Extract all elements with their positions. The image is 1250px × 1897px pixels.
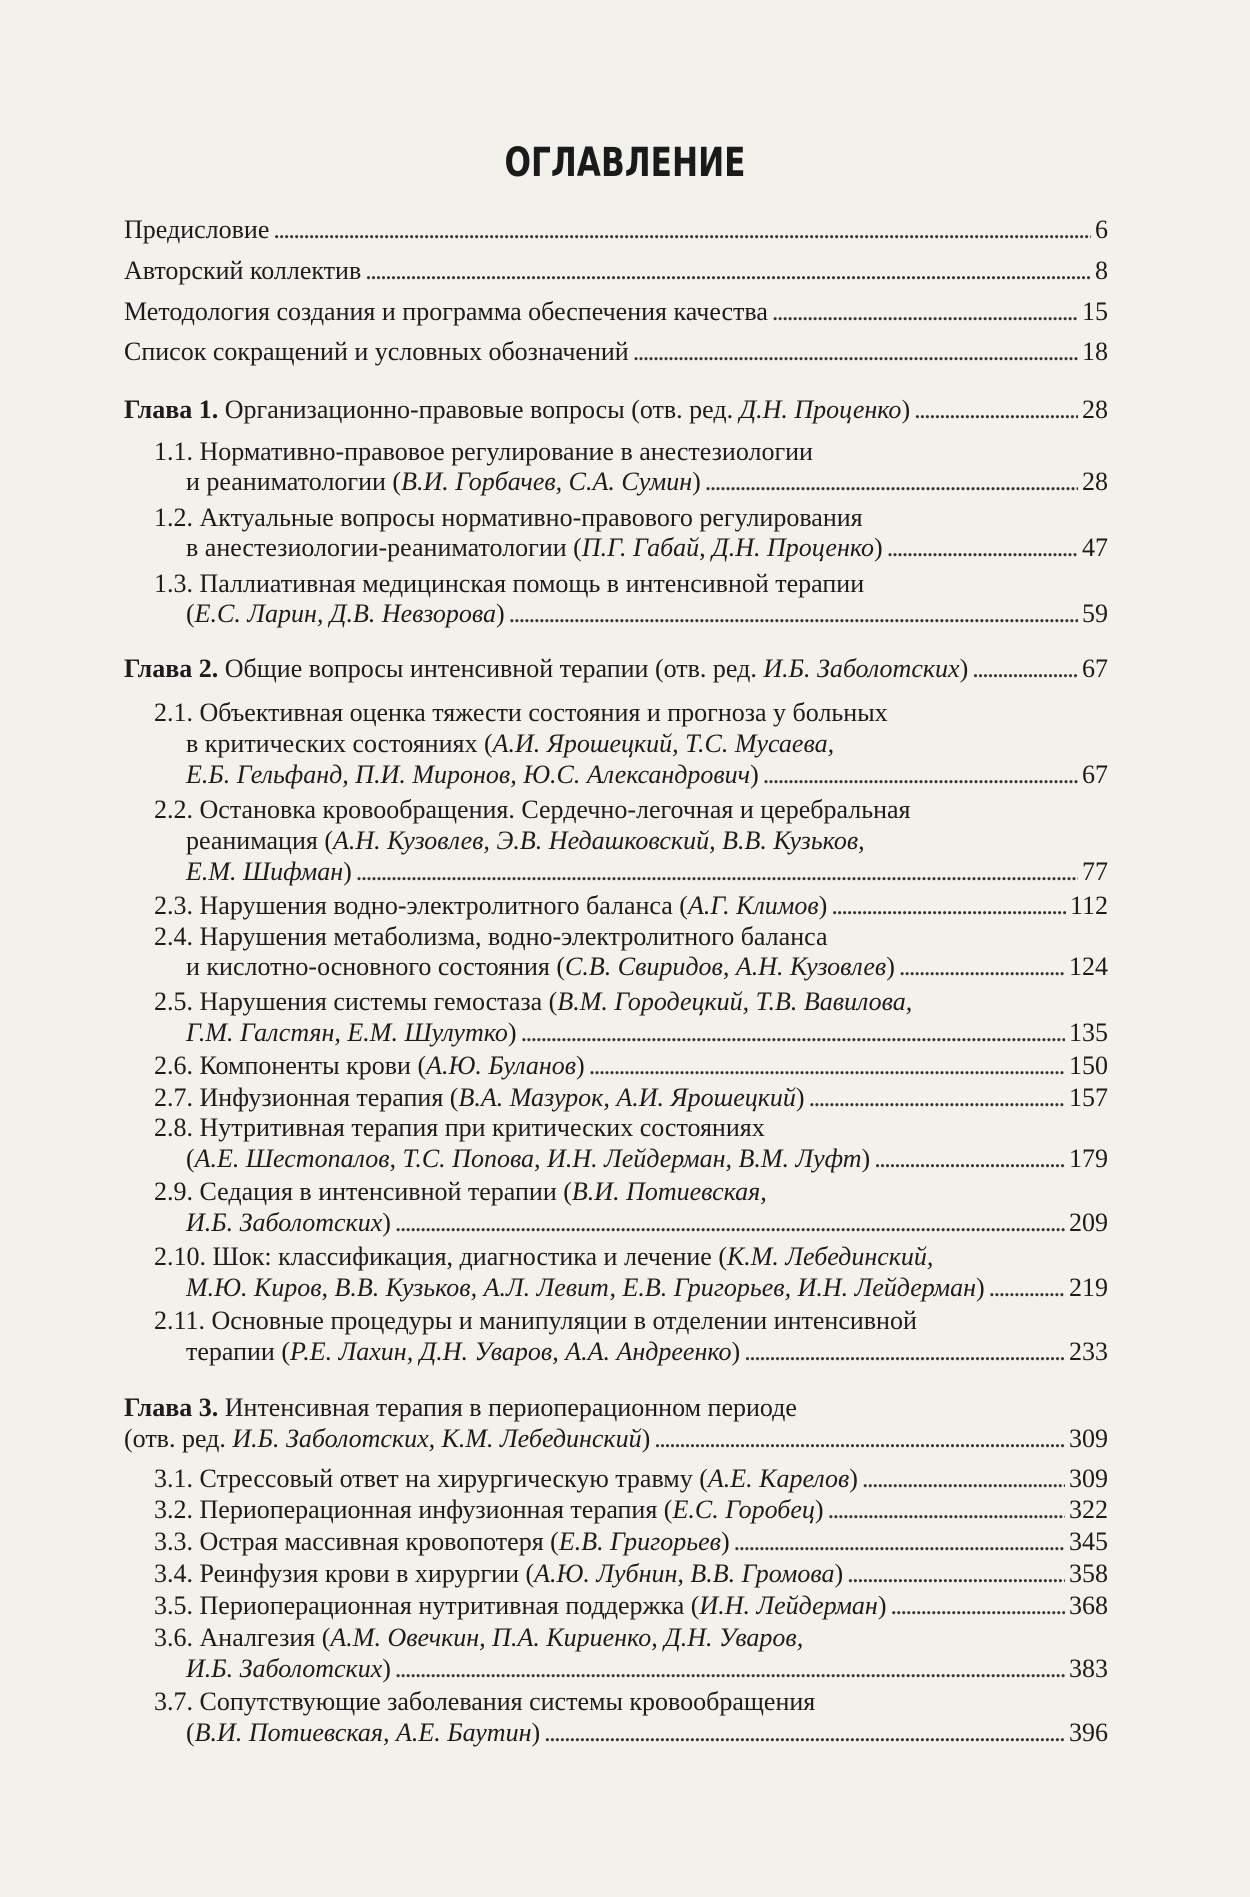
toc-entry-2-9[interactable]: И.Б. Заболотских) . . . 209 [186,1207,1108,1239]
page-number: 59 [1082,599,1108,628]
toc-entry-1-2[interactable]: в анестезиологии-реаниматологии (П.Г. Габай, Д.Н. Проценко) . . . 47 [186,532,1108,564]
toc-chapter-3-title: Глава 3. Интенсивная терапия в периоперационном периоде [124,1393,797,1422]
toc-entry-2-11-title: 2.11. Основные процедуры и манипуляции в отделении интенсивной [154,1306,917,1335]
page-number: 67 [1082,760,1108,789]
toc-entry-2-10-title: 2.10. Шок: классификация, диагностика и лечение (К.М. Лебединский, [154,1242,934,1271]
toc-entry-1-3-title: 1.3. Паллиативная медицинская помощь в интенсивной терапии [154,569,865,598]
toc-chapter-2[interactable]: Глава 2. Общие вопросы интенсивной терапии (отв. ред. И.Б. Заболотских) . . . 67 [124,653,1108,685]
page-title: ОГЛАВЛЕНИЕ [504,140,746,186]
toc-entry-2-1-title: 2.1. Объективная оценка тяжести состояния и прогноза у больных [154,698,888,727]
toc-entry-2-10[interactable]: М.Ю. Киров, В.В. Кузьков, А.Л. Левит, Е.В. Григорьев, И.Н. Лейдерман) . . . 219 [186,1272,1108,1304]
toc-entry-methodology[interactable]: Методология создания и программа обеспечения качества . . . 15 [124,296,1108,328]
toc-entry-2-2-line2: реанимация (А.Н. Кузовлев, Э.В. Недашковский, В.В. Кузьков, [186,826,865,855]
page-number: 219 [1069,1273,1108,1302]
toc-entry-3-2[interactable]: 3.2. Периоперационная инфузионная терапия (Е.С. Горобец) . . . 322 [154,1494,1108,1526]
toc-entry-2-4[interactable]: и кислотно-основного состояния (С.В. Свиридов, А.Н. Кузовлев) . . . 124 [186,951,1108,983]
toc-entry-1-1[interactable]: и реаниматологии (В.И. Горбачев, С.А. Сумин) . . . 28 [186,466,1108,498]
toc-entry-2-2-title: 2.2. Остановка кровообращения. Сердечно-легочная и церебральная [154,795,911,824]
toc-entry-3-3[interactable]: 3.3. Острая массивная кровопотеря (Е.В. Григорьев) . . . 345 [154,1526,1108,1558]
page-number: 396 [1069,1718,1108,1747]
toc-entry-3-1[interactable]: 3.1. Стрессовый ответ на хирургическую травму (А.Е. Карелов) . . . 309 [154,1463,1108,1495]
page-number: 77 [1082,857,1108,886]
page-number: 157 [1069,1083,1108,1112]
page-number: 15 [1082,297,1108,326]
page-number: 112 [1069,891,1108,920]
toc-entry-2-3[interactable]: 2.3. Нарушения водно-электролитного баланса (А.Г. Климов) . . . 112 [154,890,1108,922]
page-number: 135 [1069,1018,1108,1047]
page-number: 233 [1069,1337,1108,1366]
toc-entry-3-4[interactable]: 3.4. Реинфузия крови в хирургии (А.Ю. Лубнин, В.В. Громова) . . . 358 [154,1558,1108,1590]
page-number: 309 [1069,1464,1108,1493]
page-number: 358 [1069,1559,1108,1588]
page-number: 322 [1069,1495,1108,1524]
page-number: 28 [1082,467,1108,496]
toc-entry-2-8[interactable]: (А.Е. Шестопалов, Т.С. Попова, И.Н. Лейдерман, В.М. Луфт) . . . 179 [186,1143,1108,1175]
page-number: 345 [1069,1527,1108,1556]
page-number: 18 [1082,337,1108,366]
toc-entry-3-7[interactable]: (В.И. Потиевская, А.Е. Баутин) . . . 396 [186,1717,1108,1749]
toc-entry-abbreviations[interactable]: Список сокращений и условных обозначений . . . 18 [124,336,1108,368]
page-number: 47 [1082,533,1108,562]
page-number: 368 [1069,1591,1108,1620]
toc-entry-2-6[interactable]: 2.6. Компоненты крови (А.Ю. Буланов) . . . 150 [154,1050,1108,1082]
toc-entry-2-8-title: 2.8. Нутритивная терапия при критических состояниях [154,1113,765,1142]
toc-entry-1-2-title: 1.2. Актуальные вопросы нормативно-правового регулирования [154,503,863,532]
page-number: 150 [1069,1051,1108,1080]
toc-chapter-3[interactable]: (отв. ред. И.Б. Заболотских, К.М. Лебединский) . . . 309 [124,1423,1108,1455]
page-number: 6 [1095,215,1108,244]
page-number: 309 [1069,1424,1108,1453]
page-number: 209 [1069,1208,1108,1237]
toc-entry-3-5[interactable]: 3.5. Периоперационная нутритивная поддержка (И.Н. Лейдерман) . . . 368 [154,1590,1108,1622]
toc-entry-2-2[interactable]: Е.М. Шифман) . . . 77 [186,856,1108,888]
toc-entry-2-5-title: 2.5. Нарушения системы гемостаза (В.М. Городецкий, Т.В. Вавилова, [154,987,913,1016]
toc-entry-1-1-title: 1.1. Нормативно-правовое регулирование в анестезиологии [154,437,813,466]
toc-entry-2-9-title: 2.9. Седация в интенсивной терапии (В.И. Потиевская, [154,1177,767,1206]
page-number: 28 [1082,395,1108,424]
page-number: 383 [1069,1654,1108,1683]
page-number: 124 [1069,952,1108,981]
toc-entry-2-7[interactable]: 2.7. Инфузионная терапия (В.А. Мазурок, А.И. Ярошецкий) . . . 157 [154,1082,1108,1114]
toc-entry-3-7-title: 3.7. Сопутствующие заболевания системы кровообращения [154,1687,816,1716]
toc-entry-2-5[interactable]: Г.М. Галстян, Е.М. Шулутко) . . . 135 [186,1017,1108,1049]
toc-entry-2-1[interactable]: Е.Б. Гельфанд, П.И. Миронов, Ю.С. Александрович) . . . 67 [186,759,1108,791]
page-number: 67 [1082,654,1108,683]
toc-entry-preface[interactable]: Предисловие . . . 6 [124,214,1108,246]
toc-entry-2-4-title: 2.4. Нарушения метаболизма, водно-электролитного баланса [154,922,828,951]
toc-chapter-1[interactable]: Глава 1. Организационно-правовые вопросы (отв. ред. Д.Н. Проценко) . . . 28 [124,394,1108,426]
toc-entry-2-1-line2: в критических состояниях (А.И. Ярошецкий, Т.С. Мусаева, [186,729,835,758]
toc-entry-1-3[interactable]: (Е.С. Ларин, Д.В. Невзорова) . . . 59 [186,598,1108,630]
toc-entry-3-6[interactable]: И.Б. Заболотских) . . . 383 [186,1653,1108,1685]
page-number: 179 [1069,1144,1108,1173]
toc-entry-authors[interactable]: Авторский коллектив . . . 8 [124,255,1108,287]
page-number: 8 [1095,256,1108,285]
toc-entry-2-11[interactable]: терапии (Р.Е. Лахин, Д.Н. Уваров, А.А. Андреенко) . . . 233 [186,1336,1108,1368]
toc-entry-3-6-title: 3.6. Аналгезия (А.М. Овечкин, П.А. Кириенко, Д.Н. Уваров, [154,1623,804,1652]
